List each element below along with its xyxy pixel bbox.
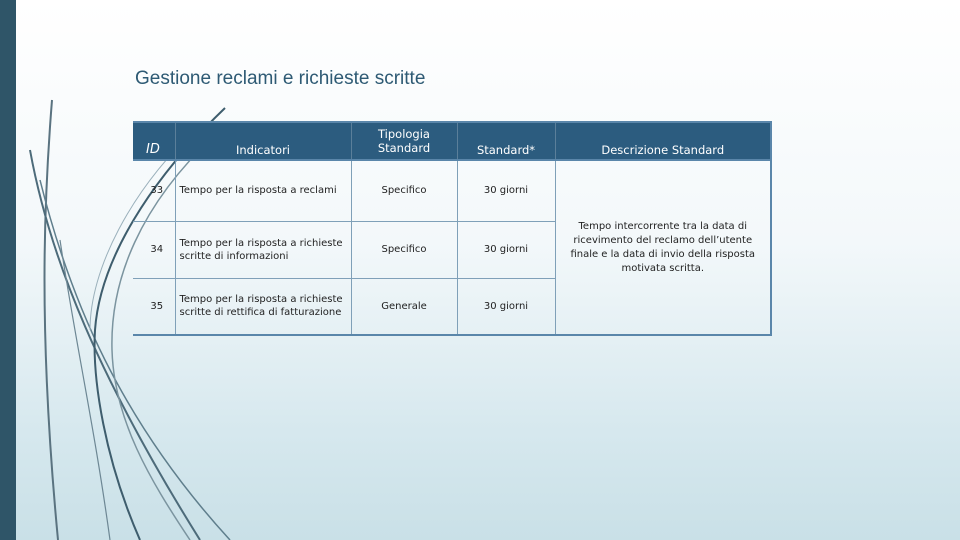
indicatori-table: [133, 121, 772, 336]
row-tipologia: Specifico: [351, 221, 457, 278]
header-tipologia: [351, 122, 457, 160]
header-tipologia-line1: Tipologia: [378, 127, 430, 141]
row-id: 35: [133, 278, 175, 335]
row-id: 34: [133, 221, 175, 278]
row-standard: 30 giorni: [457, 278, 555, 335]
row-tipologia: Generale: [351, 278, 457, 335]
header-tipologia-line2: Standard: [377, 141, 431, 155]
table-row: [133, 160, 771, 221]
row-id: 33: [133, 160, 175, 221]
row-indicatore: Tempo per la risposta a reclami: [175, 160, 351, 221]
header-indicatori: Indicatori: [175, 122, 351, 160]
header-standard: Standard*: [457, 122, 555, 160]
row-descrizione: Tempo intercorrente tra la data di ricevimento del reclamo dell’utente finale e la data di invio della risposta motivata scritta.: [555, 160, 771, 335]
row-standard: 30 giorni: [457, 221, 555, 278]
header-id: ID: [133, 122, 175, 160]
row-indicatore: Tempo per la risposta a richieste scritte di rettifica di fatturazione: [175, 278, 351, 335]
header-descrizione: Descrizione Standard: [555, 122, 771, 160]
slide-title: Gestione reclami e richieste scritte: [135, 68, 426, 89]
row-indicatore: Tempo per la risposta a richieste scritte di informazioni: [175, 221, 351, 278]
row-tipologia: Specifico: [351, 160, 457, 221]
table-header-row: [133, 122, 771, 160]
row-standard: 30 giorni: [457, 160, 555, 221]
left-accent-bar: [0, 0, 16, 540]
